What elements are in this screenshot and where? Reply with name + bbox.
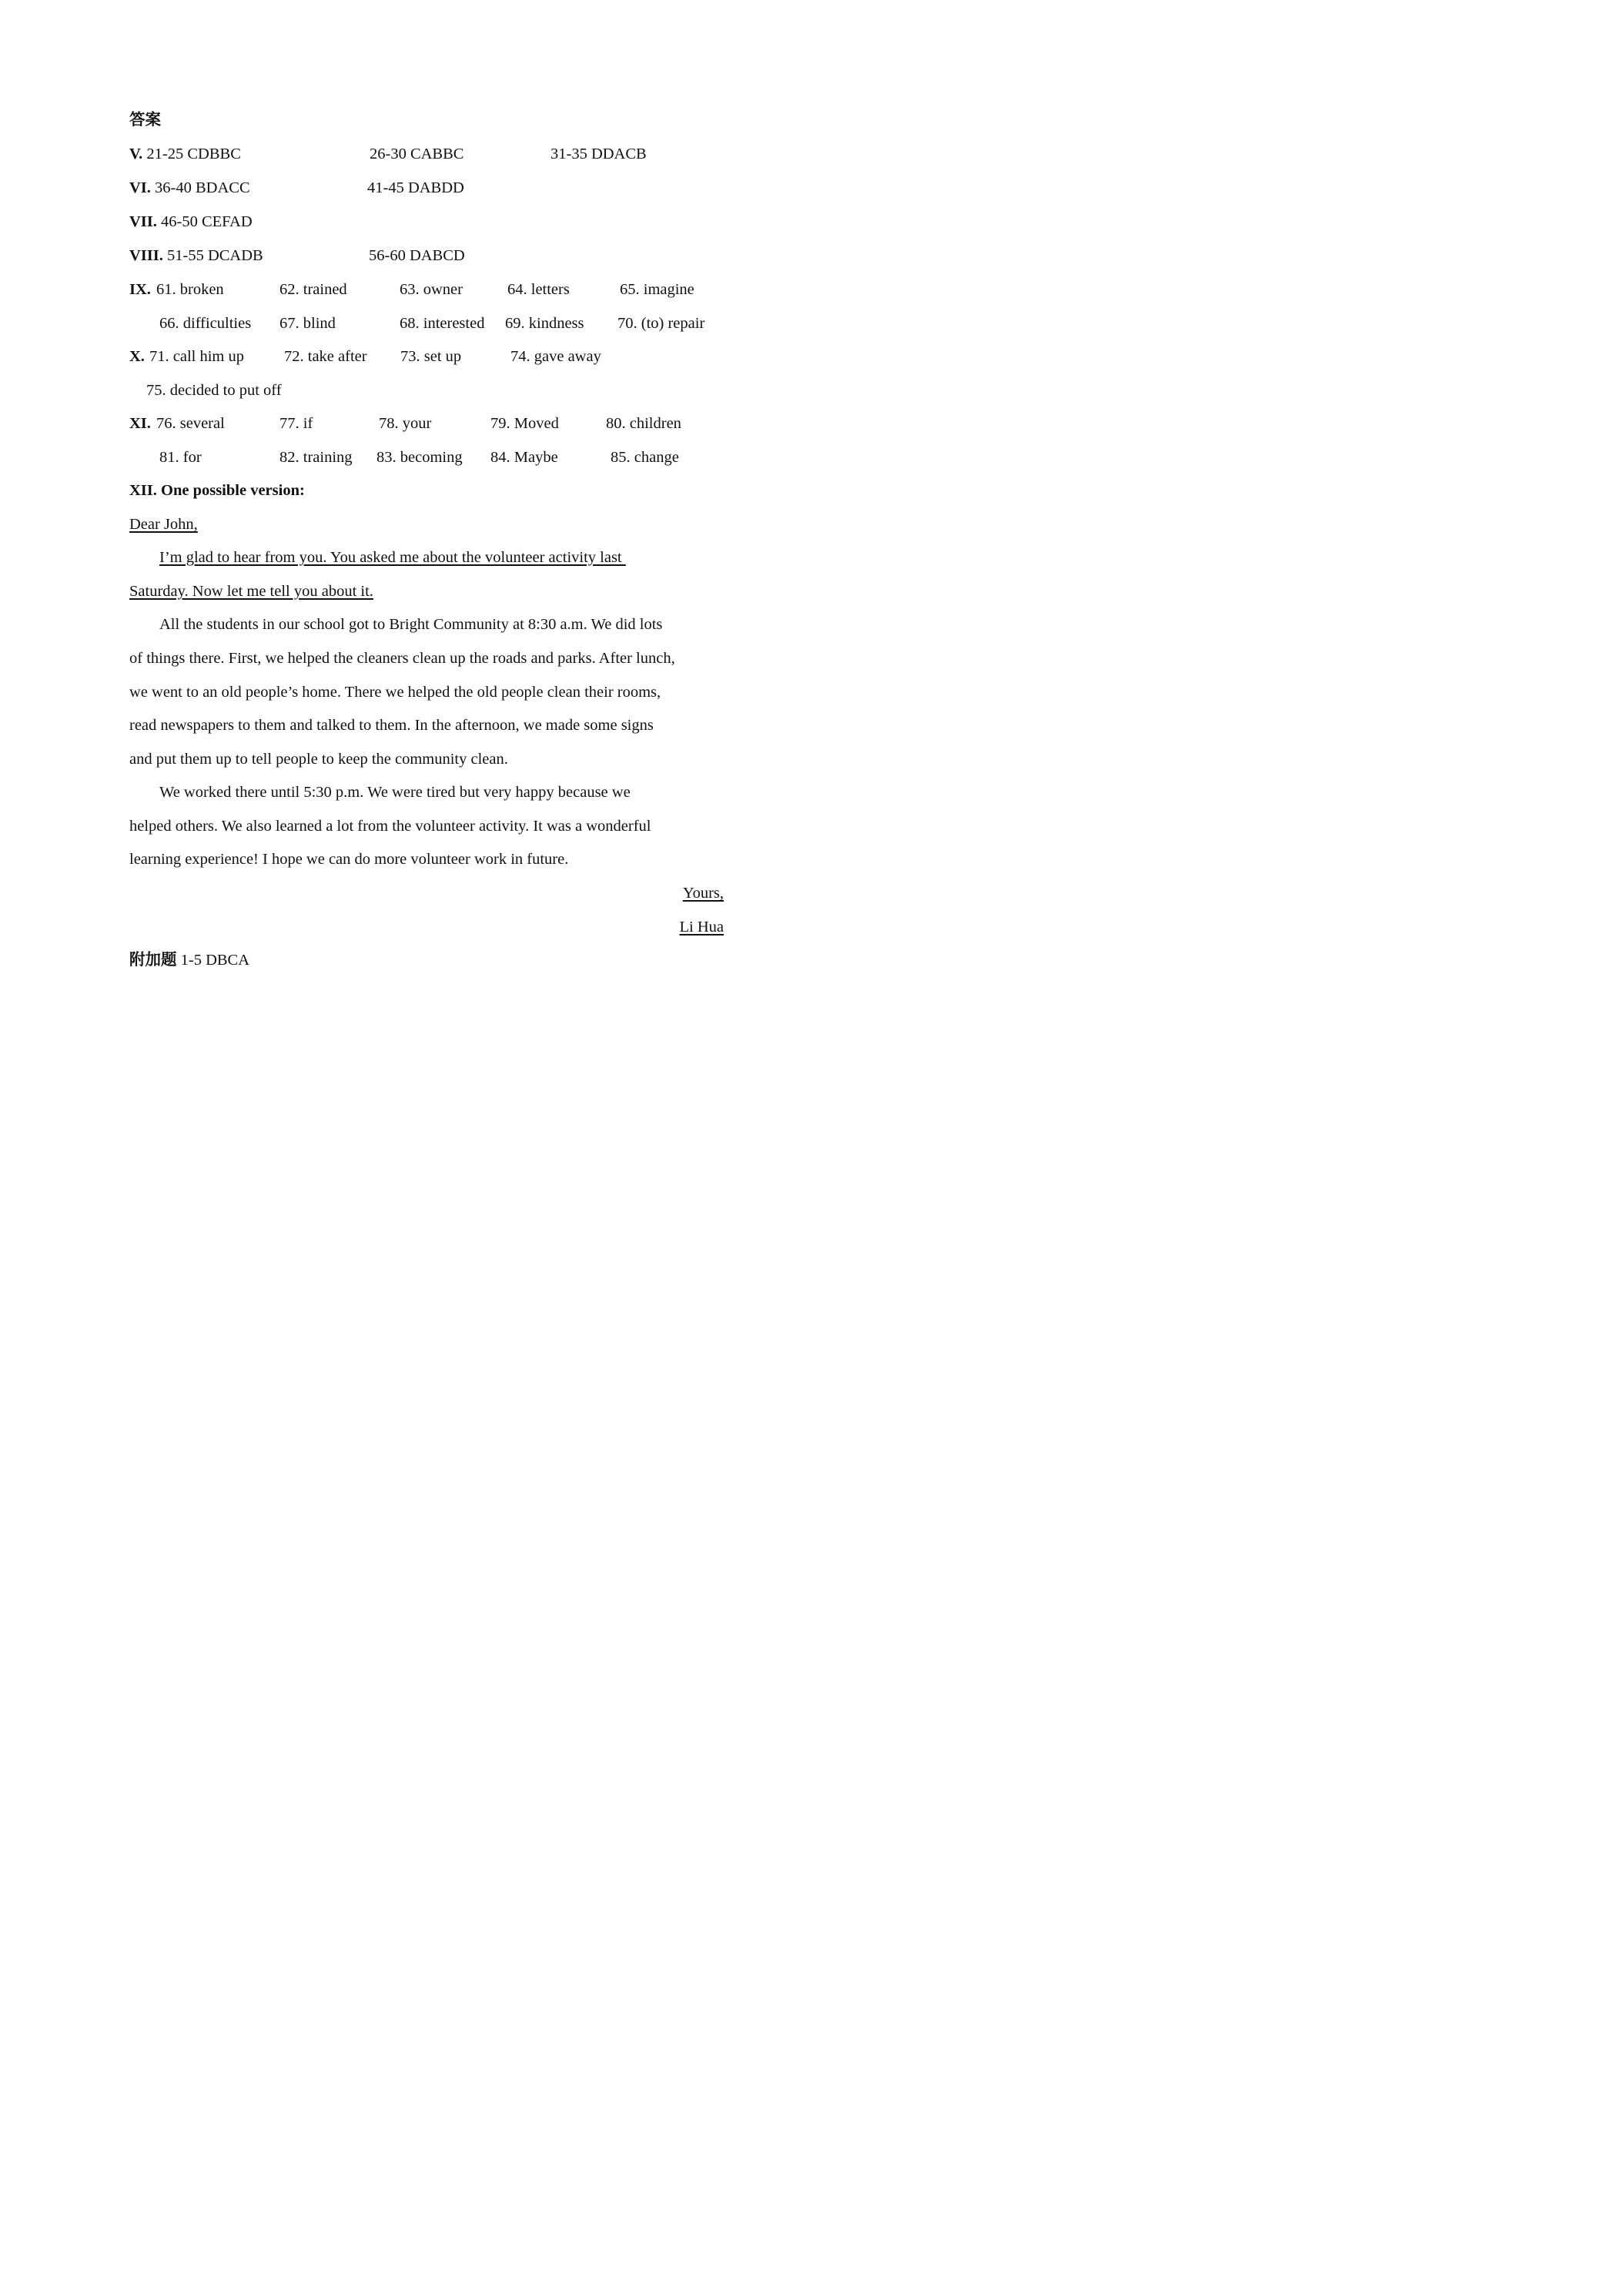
answer-item: 74. gave away bbox=[510, 348, 601, 365]
letter-text-line: helped others. We also learned a lot from the volunteer activity. It was a wonderful bbox=[129, 818, 651, 835]
answer-item: 80. children bbox=[606, 415, 681, 432]
answer-item: 63. owner bbox=[400, 281, 463, 298]
letter-signature: Li Hua bbox=[679, 919, 724, 935]
section-vii-row bbox=[129, 214, 253, 230]
answer-item: 83. becoming bbox=[376, 449, 463, 466]
section-ix-label: IX. bbox=[129, 281, 151, 298]
answer-item: 61. broken bbox=[156, 281, 224, 298]
extra-question-row bbox=[129, 952, 249, 969]
letter-text-line: and put them up to tell people to keep the community clean. bbox=[129, 751, 508, 768]
section-x-label: X. bbox=[129, 348, 145, 365]
answer-item: 84. Maybe bbox=[490, 449, 558, 466]
answer-item: 69. kindness bbox=[505, 315, 584, 332]
answer-item: 76. several bbox=[156, 415, 225, 432]
section-xi-label: XI. bbox=[129, 415, 151, 432]
answer-group: 41-45 DABDD bbox=[367, 179, 464, 196]
answer-item: 72. take after bbox=[284, 348, 367, 365]
answer-item: 62. trained bbox=[279, 281, 347, 298]
letter-text-line: I’m glad to hear from you. You asked me about the volunteer activity last bbox=[159, 549, 626, 566]
answer-item: 73. set up bbox=[400, 348, 462, 365]
answer-group: 51-55 DCADB bbox=[167, 247, 263, 264]
answer-item: 71. call him up bbox=[149, 348, 244, 365]
answer-item: 67. blind bbox=[279, 315, 336, 332]
answer-item: 70. (to) repair bbox=[617, 315, 705, 332]
answer-group: 26-30 CABBC bbox=[370, 146, 464, 162]
letter-text-line: of things there. First, we helped the cleaners clean up the roads and parks. After lunch, bbox=[129, 650, 675, 667]
answer-item: 77. if bbox=[279, 415, 313, 432]
answer-group: 1-5 DBCA bbox=[180, 952, 250, 969]
letter-text-line: learning experience! I hope we can do more volunteer work in future. bbox=[129, 851, 569, 868]
section-vi-row bbox=[129, 180, 250, 196]
answer-item: 75. decided to put off bbox=[146, 382, 282, 399]
section-viii-label: VIII. bbox=[129, 247, 163, 264]
answer-item: 82. training bbox=[279, 449, 353, 466]
section-v-row bbox=[129, 146, 241, 162]
answer-group: 21-25 CDBBC bbox=[146, 146, 241, 162]
answer-group: 31-35 DDACB bbox=[550, 146, 647, 162]
answer-group: 36-40 BDACC bbox=[155, 179, 250, 196]
section-viii-row bbox=[129, 248, 263, 264]
answer-item: 81. for bbox=[159, 449, 202, 466]
answer-item: 78. your bbox=[379, 415, 432, 432]
answer-item: 64. letters bbox=[507, 281, 570, 298]
letter-text-line: we went to an old people’s home. There we helped the old people clean their rooms, bbox=[129, 684, 661, 701]
letter-text-line: We worked there until 5:30 p.m. We were tired but very happy because we bbox=[159, 784, 631, 801]
letter-text-line: read newspapers to them and talked to them. In the afternoon, we made some signs bbox=[129, 717, 654, 734]
answer-group: 46-50 CEFAD bbox=[161, 213, 253, 230]
letter-text-line: Saturday. Now let me tell you about it. bbox=[129, 583, 373, 600]
letter-greeting: Dear John, bbox=[129, 516, 198, 533]
answer-item: 66. difficulties bbox=[159, 315, 252, 332]
page-title: 答案 bbox=[129, 112, 161, 129]
extra-question-label: 附加题 bbox=[129, 952, 177, 969]
answer-item: 85. change bbox=[611, 449, 679, 466]
answer-item: 68. interested bbox=[400, 315, 485, 332]
section-v-label: V. bbox=[129, 146, 143, 162]
letter-text-line: All the students in our school got to Bright Community at 8:30 a.m. We did lots bbox=[159, 616, 663, 633]
answer-item: 79. Moved bbox=[490, 415, 559, 432]
answer-item: 65. imagine bbox=[620, 281, 694, 298]
section-xii-heading: XII. One possible version: bbox=[129, 482, 305, 499]
answer-group: 56-60 DABCD bbox=[369, 247, 465, 264]
letter-closing: Yours, bbox=[682, 885, 724, 902]
section-vi-label: VI. bbox=[129, 179, 151, 196]
section-vii-label: VII. bbox=[129, 213, 157, 230]
